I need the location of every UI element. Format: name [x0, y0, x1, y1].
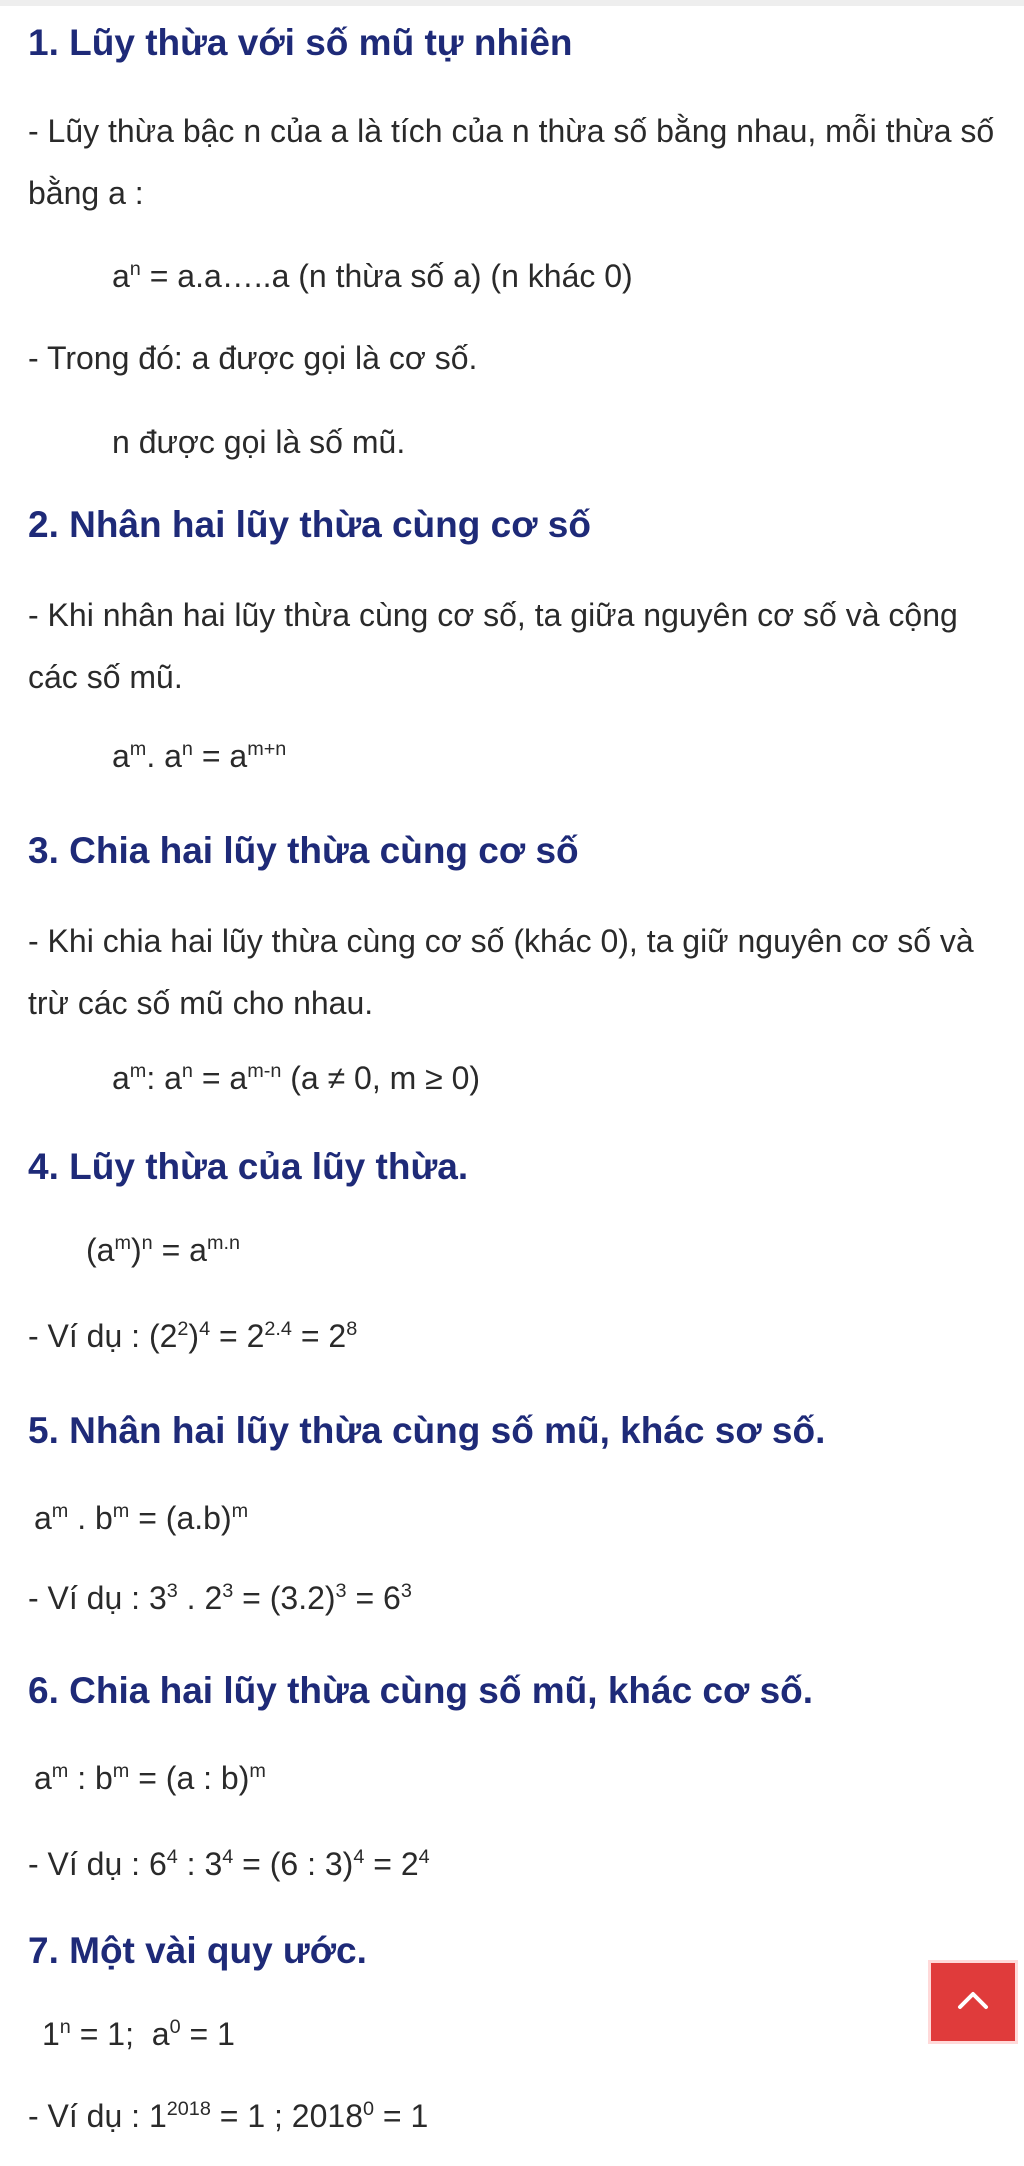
top-bar — [0, 0, 1024, 6]
multiply-text: - Khi nhân hai lũy thừa cùng cơ số, ta giữa nguyên cơ số và cộng các số mũ. — [28, 597, 958, 695]
example-label: - Ví dụ : — [28, 1846, 149, 1882]
heading-1: 1. Lũy thừa với số mũ tự nhiên — [28, 22, 573, 63]
divide-text: - Khi chia hai lũy thừa cùng cơ số (khác 0), ta giữ nguyên cơ số và trừ các số mũ cho nhau. — [28, 923, 974, 1021]
divide-condition: (a ≠ 0, m ≥ 0) — [281, 1060, 481, 1096]
formula-conventions: $1^n = 1$; $a^0 = 1$ — [42, 2015, 235, 2052]
example-label: - Ví dụ : — [28, 2098, 149, 2134]
formula-power-tail: = a.a…..a (n thừa số a) (n khác 0) — [140, 258, 633, 294]
heading-6: 6. Chia hai lũy thừa cùng số mũ, khác cơ số. — [28, 1670, 814, 1711]
example-7: - Ví dụ : $1^{2018} = 1$ ; $2018^0 = 1$ — [28, 2097, 429, 2134]
heading-3: 3. Chia hai lũy thừa cùng cơ số — [28, 830, 579, 871]
example-4: - Ví dụ : $(2^2)^4 = 2^{2.4} = 2^8$ — [28, 1317, 358, 1354]
formula-same-exponent-multiply: $a^m$ . $b^m = (a.b)^m$ — [34, 1499, 249, 1536]
formula-same-exponent-divide: $a^m$ : $b^m = (a$ : b)$^m$ — [34, 1759, 266, 1796]
heading-2: 2. Nhân hai lũy thừa cùng cơ số — [28, 504, 591, 545]
example-5: - Ví dụ : $3^3$ . $2^3 = (3.2)^3 = 6^3$ — [28, 1579, 412, 1616]
example-6: - Ví dụ : $6^4$ : $3^4 = (6$ : $3)^4 = 2^4$ — [28, 1845, 430, 1882]
chevron-up-icon — [956, 1989, 990, 2016]
formula-multiply: $a^m$. $a^n = a^{m+n}$ — [112, 737, 287, 774]
where-text: - Trong đó: a được gọi là cơ số. — [28, 340, 478, 376]
scroll-to-top-button[interactable] — [928, 1960, 1018, 2044]
formula-divide: $a^m$: $a^n = a^{m-n}$ (a ≠ 0, m ≥ 0) — [112, 1059, 481, 1096]
heading-4: 4. Lũy thừa của lũy thừa. — [28, 1146, 469, 1187]
formula-power-of-power: $(a^m)^n = a^{m.n}$ — [86, 1231, 240, 1268]
exponent-note: n được gọi là số mũ. — [112, 424, 406, 460]
heading-5: 5. Nhân hai lũy thừa cùng số mũ, khác sơ số. — [28, 1410, 826, 1451]
example-label: - Ví dụ : — [28, 1580, 149, 1616]
formula-power: $a^n$ = a.a…..a (n thừa số a) (n khác 0) — [112, 257, 633, 294]
example-label: - Ví dụ : — [28, 1318, 149, 1354]
heading-7: 7. Một vài quy ước. — [28, 1930, 367, 1971]
definition-text: - Lũy thừa bậc n của a là tích của n thừa số bằng nhau, mỗi thừa số bằng a : — [28, 113, 995, 211]
